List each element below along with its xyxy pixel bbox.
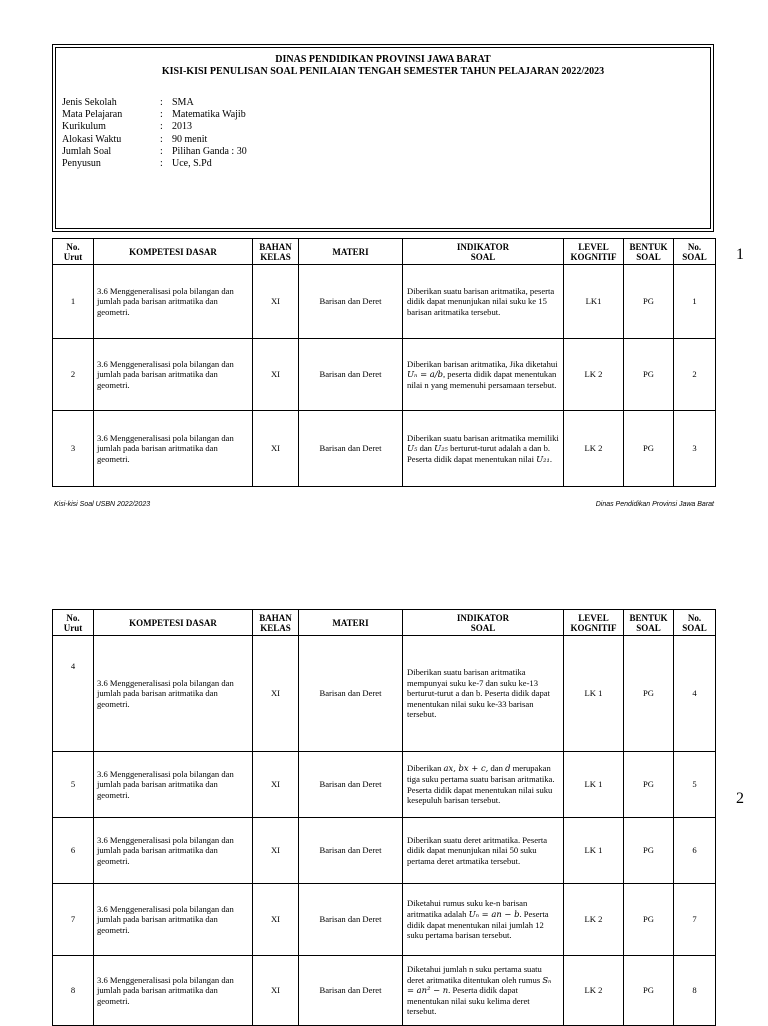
table-row [53,339,716,411]
meta-row [62,158,247,170]
cell-kd: 3.6 Menggeneralisasi pola bilangan dan jumlah pada barisan aritmatika dan geometri. [94,636,253,752]
meta-key: Alokasi Waktu [62,133,122,145]
cell-materi: Barisan dan Deret [299,818,403,884]
cell-kelas: XI [253,636,299,752]
meta-colon: : [160,133,163,145]
cell-nosoal: 7 [674,884,716,956]
table-row [53,411,716,487]
table-row [53,752,716,818]
cell-kd: 3.6 Menggeneralisasi pola bilangan dan jumlah pada barisan aritmatika dan geometri. [94,411,253,487]
cell-nosoal: 5 [674,752,716,818]
meta-row [62,146,247,158]
cell-materi: Barisan dan Deret [299,265,403,339]
header-title-line1: DINAS PENDIDIKAN PROVINSI JAWA BARAT [275,54,491,65]
table-row [53,636,716,752]
cell-nosoal: 8 [674,956,716,1026]
meta-key: Penyusun [62,158,101,170]
col-bentuk-soal: BENTUK SOAL [624,239,674,265]
cell-level: LK1 [564,265,624,339]
cell-indikator: Diberikan suatu barisan aritmatika memiliki U₅ dan U₂₅ berturut-turut adalah a dan b. Peserta didik dapat menentukan nilai U₂₁. [403,411,564,487]
col-no-soal: No. SOAL [674,610,716,636]
meta-colon: : [160,109,163,121]
col-bentuk-soal: BENTUK SOAL [624,610,674,636]
meta-row [62,121,247,133]
cell-no: 4 [53,636,94,752]
table-header-row [53,610,716,636]
cell-kd: 3.6 Menggeneralisasi pola bilangan dan jumlah pada barisan aritmatika dan geometri. [94,956,253,1026]
cell-materi: Barisan dan Deret [299,636,403,752]
meta-colon: : [160,158,163,170]
header-inner-border [55,47,711,229]
col-materi: MATERI [299,610,403,636]
meta-colon: : [160,121,163,133]
col-indikator-soal: INDIKATOR SOAL [403,239,564,265]
col-kompetensi-dasar: KOMPETESI DASAR [94,239,253,265]
cell-level: LK 2 [564,411,624,487]
meta-row [62,134,247,146]
page-number: 1 [736,246,744,263]
table-row [53,818,716,884]
cell-level: LK 2 [564,339,624,411]
col-level-kognitif: LEVEL KOGNITIF [564,239,624,265]
cell-materi: Barisan dan Deret [299,411,403,487]
cell-indikator: Diberikan barisan aritmatika, Jika diketahui Uₙ = a/b, peserta didik dapat menentukan nilai n yang memenuhi persamaan tersebut. [403,339,564,411]
meta-value: 90 menit [172,133,208,145]
cell-nosoal: 3 [674,411,716,487]
kisi-table-page1 [52,238,716,487]
cell-bentuk: PG [624,752,674,818]
cell-no: 6 [53,818,94,884]
cell-no: 7 [53,884,94,956]
cell-bentuk: PG [624,339,674,411]
math-expression: ax, bx + c, [443,763,489,774]
cell-level: LK 1 [564,818,624,884]
cell-indikator: Diberikan suatu barisan aritmatika, peserta didik dapat menunjukan nilai suku ke 15 barisan aritmatika tersebut. [403,265,564,339]
page-number: 2 [736,790,744,807]
cell-kd: 3.6 Menggeneralisasi pola bilangan dan jumlah pada barisan aritmatika dan geometri. [94,752,253,818]
cell-no: 8 [53,956,94,1026]
col-kompetensi-dasar: KOMPETESI DASAR [94,610,253,636]
col-no-soal: No. SOAL [674,239,716,265]
meta-value: Uce, S.Pd [172,158,212,170]
cell-level: LK 1 [564,636,624,752]
cell-materi: Barisan dan Deret [299,884,403,956]
header-box [52,44,714,232]
meta-colon: : [160,97,163,108]
col-bahan-kelas: BAHAN KELAS [253,239,299,265]
cell-level: LK 2 [564,956,624,1026]
cell-kd: 3.6 Menggeneralisasi pola bilangan dan jumlah pada barisan aritmatika dan geometri. [94,265,253,339]
table-row [53,265,716,339]
kisi-table-page2 [52,609,716,1026]
cell-bentuk: PG [624,636,674,752]
table-header-row [53,239,716,265]
math-expression: U₂₁ [536,453,550,464]
meta-key: Jumlah Soal [62,145,112,157]
cell-kd: 3.6 Menggeneralisasi pola bilangan dan jumlah pada barisan aritmatika dan geometri. [94,339,253,411]
footer-left: Kisi-kisi Soal USBN 2022/2023 [54,501,151,508]
cell-materi: Barisan dan Deret [299,752,403,818]
cell-kelas: XI [253,411,299,487]
cell-no: 3 [53,411,94,487]
cell-bentuk: PG [624,411,674,487]
math-expression: Uₙ = an − b [468,908,520,919]
cell-bentuk: PG [624,818,674,884]
col-no-urut: No. Urut [53,239,94,265]
cell-bentuk: PG [624,956,674,1026]
cell-kd: 3.6 Menggeneralisasi pola bilangan dan jumlah pada barisan aritmatika dan geometri. [94,818,253,884]
cell-kelas: XI [253,339,299,411]
meta-value: 2013 [172,121,192,133]
cell-no: 5 [53,752,94,818]
cell-kelas: XI [253,265,299,339]
meta-colon: : [160,145,163,157]
table-row [53,884,716,956]
header-title-line2: KISI-KISI PENULISAN SOAL PENILAIAN TENGAH SEMESTER TAHUN PELAJARAN 2022/2023 [161,66,605,77]
cell-bentuk: PG [624,884,674,956]
meta-row [62,109,247,121]
math-expression: Uₙ = a/b [407,369,443,380]
cell-indikator: Diberikan suatu barisan aritmatika mempunyai suku ke-7 dan suku ke-13 berturut-turut a dan b. Peserta didik dapat menentukan nilai suku ke-33 barisan tersebut. [403,636,564,752]
col-no-urut: No. Urut [53,610,94,636]
cell-no: 1 [53,265,94,339]
cell-indikator: Diberikan ax, bx + c, dan d merupakan tiga suku pertama suatu barisan aritmatika. Peserta didik dapat menentukan nilai suku kesepuluh barisan tersebut. [403,752,564,818]
footer-right: Dinas Pendidikan Provinsi Jawa Barat [595,501,714,508]
math-expression: U₂₅ [434,443,448,454]
cell-kelas: XI [253,752,299,818]
cell-nosoal: 4 [674,636,716,752]
col-bahan-kelas: BAHAN KELAS [253,610,299,636]
cell-bentuk: PG [624,265,674,339]
meta-value: SMA [172,97,194,108]
cell-indikator: Diketahui jumlah n suku pertama suatu deret aritmatika ditentukan oleh rumus Sₙ = an² − n. Peserta didik dapat menentukan nilai suku kelima deret tersebut. [403,956,564,1026]
meta-key: Jenis Sekolah [62,97,117,108]
meta-value: Pilihan Ganda : 30 [172,145,247,157]
meta-key: Kurikulum [62,121,106,133]
math-expression: U₅ [407,443,418,454]
cell-materi: Barisan dan Deret [299,956,403,1026]
cell-kelas: XI [253,818,299,884]
cell-materi: Barisan dan Deret [299,339,403,411]
meta-row [62,97,247,109]
cell-nosoal: 6 [674,818,716,884]
cell-nosoal: 2 [674,339,716,411]
cell-nosoal: 1 [674,265,716,339]
meta-value: Matematika Wajib [172,109,246,121]
math-expression: d [505,763,511,774]
col-materi: MATERI [299,239,403,265]
col-indikator-soal: INDIKATOR SOAL [403,610,564,636]
cell-level: LK 1 [564,752,624,818]
table-row [53,956,716,1026]
cell-indikator: Diketahui rumus suku ke-n barisan aritmatika adalah Uₙ = an − b. Peserta didik dapat menentukan nilai jumlah 12 suku pertama barisan tersebut. [403,884,564,956]
cell-indikator: Diberikan suatu deret aritmatika. Peserta didik dapat menunjukan nilai 50 suku pertama deret artmatika tersebut. [403,818,564,884]
cell-kelas: XI [253,884,299,956]
header-meta [62,97,247,170]
cell-kelas: XI [253,956,299,1026]
math-expression: Sₙ = an² − n [407,974,552,996]
cell-level: LK 2 [564,884,624,956]
cell-kd: 3.6 Menggeneralisasi pola bilangan dan jumlah pada barisan aritmatika dan geometri. [94,884,253,956]
col-level-kognitif: LEVEL KOGNITIF [564,610,624,636]
meta-key: Mata Pelajaran [62,109,123,121]
cell-no: 2 [53,339,94,411]
